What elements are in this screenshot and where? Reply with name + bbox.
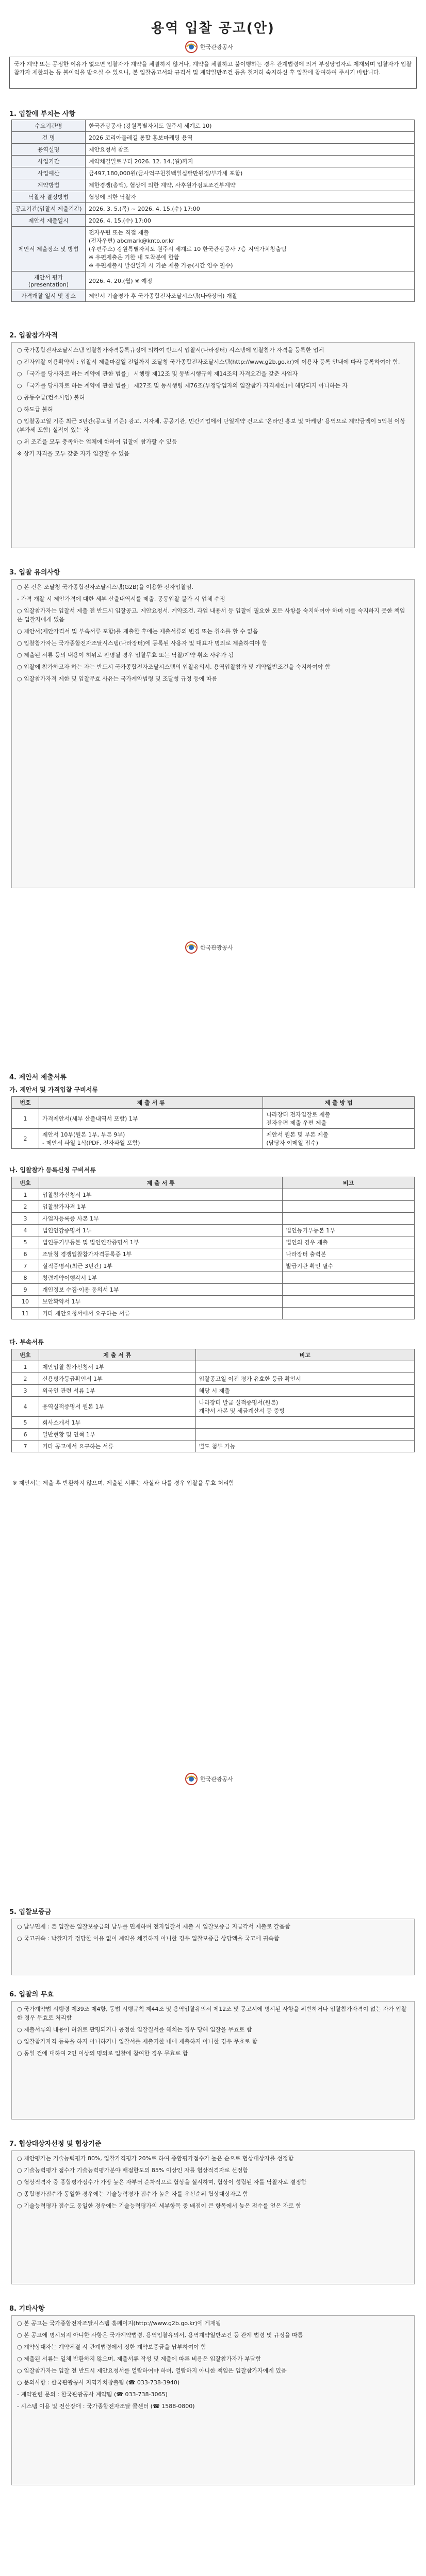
table-cell: 10 bbox=[12, 1296, 39, 1308]
paragraph: - 시스템 이용 및 전산장애 : 국가종합전자조달 콜센터 (☎ 1588-0800) bbox=[17, 2403, 195, 2410]
column-header: 제 출 서 류 bbox=[39, 1177, 283, 1189]
table-cell: 발급기관 확인 필수 bbox=[283, 1260, 415, 1272]
paragraph: ○ 입찰공고일 기준 최근 3년간(공고일 기준) 광고, 지자체, 공공기관, 민간기업에서 단일계약 건으로 '온라인 홍보 및 마케팅' 용역으로 계약금액이 5억원 이상(부가세 포함) 실적이 있는 자 bbox=[17, 418, 405, 433]
table-cell: 2 bbox=[12, 1129, 39, 1149]
section-8-body bbox=[11, 2315, 415, 2485]
table-cell bbox=[283, 1272, 415, 1284]
paragraph: ○ 입찰참가자는 입찰서 제출 전 반드시 입찰공고, 제안요청서, 계약조건, 과업 내용서 등 입찰에 필요한 모든 사항을 숙지하여야 하며 이를 숙지하지 못한 책임은 입찰자에게 있음 bbox=[17, 607, 405, 623]
summary-value: 2026. 3. 5.(목) ~ 2026. 4. 15.(수) 17:00 bbox=[86, 203, 415, 215]
summary-value: 전자우편 또는 직접 제출 (전자우편) abcmark@knto.or.kr (우편주소) 강원특별자치도 원주시 세계로 10 한국관광공사 7층 지역가치창출팀 ※ 우편제출은 기한 내 도착분에 한함 ※ 우편제출시 발신일자 시 기준 제출 가능(시간 엄수 필수) bbox=[86, 227, 415, 272]
summary-label: 사업예산 bbox=[12, 167, 86, 179]
table-cell: 일반현황 및 연혁 1부 bbox=[39, 1429, 196, 1440]
summary-label: 계약방법 bbox=[12, 179, 86, 191]
paragraph: ○ 납부면제 : 본 입찰은 입찰보증금의 납부를 면제하며 전자입찰서 제출 시 입찰보증금 지급각서 제출로 갈음함 bbox=[17, 1923, 290, 1930]
table-row bbox=[12, 1213, 415, 1225]
paragraph: ○ 「국가를 당사자로 하는 계약에 관한 법률」 시행령 제12조 및 동법시행규칙 제14조의 자격요건을 갖춘 사업자 bbox=[17, 370, 298, 377]
table-cell bbox=[283, 1189, 415, 1201]
table-row bbox=[12, 1308, 415, 1319]
paragraph: ○ 협상적격자 중 종합평가점수가 가장 높은 자부터 순차적으로 협상을 실시하며, 협상이 성립된 자를 낙찰자로 결정함 bbox=[17, 2179, 307, 2185]
paragraph: ○ 계약상대자는 계약체결 시 관계법령에서 정한 계약보증금을 납부하여야 함 bbox=[17, 2344, 206, 2350]
table-cell: 1 bbox=[12, 1189, 39, 1201]
table-cell: 법인의 경우 제출 bbox=[283, 1236, 415, 1248]
agency-logo-icon bbox=[185, 1772, 198, 1786]
summary-row bbox=[12, 167, 415, 179]
paragraph: ○ 입찰참가자는 입찰 전 반드시 제안요청서를 열람하여야 하며, 열람하지 아니한 책임은 입찰참가자에게 있음 bbox=[17, 2367, 287, 2374]
summary-row bbox=[12, 227, 415, 272]
table-row bbox=[12, 1236, 415, 1248]
table-cell: 법인등기부등본 및 법인인감증명서 1부 bbox=[39, 1236, 283, 1248]
table-row bbox=[12, 1373, 415, 1385]
summary-value: 제안요청서 참조 bbox=[86, 144, 415, 156]
summary-row bbox=[12, 156, 415, 167]
table-cell: 입찰참가신청서 1부 bbox=[39, 1189, 283, 1201]
table-row bbox=[12, 1189, 415, 1201]
table-cell bbox=[283, 1308, 415, 1319]
section-heading-1: 1. 입찰에 부치는 사항 bbox=[9, 110, 76, 118]
column-header: 제 출 방 법 bbox=[263, 1097, 415, 1109]
agency-logo-icon bbox=[185, 941, 198, 954]
section-3-body bbox=[11, 579, 415, 888]
summary-row bbox=[12, 272, 415, 290]
table-row bbox=[12, 1129, 415, 1149]
table-cell: 외국인 관련 서류 1부 bbox=[39, 1385, 196, 1397]
table-cell: 제안입찰 참가신청서 1부 bbox=[39, 1361, 196, 1373]
column-header: 번호 bbox=[12, 1349, 39, 1361]
section-heading-3: 3. 입찰 유의사항 bbox=[9, 569, 60, 577]
table-cell bbox=[283, 1213, 415, 1225]
summary-value: 2026. 4. 15.(수) 17:00 bbox=[86, 215, 415, 227]
submission-table-a bbox=[11, 1096, 415, 1149]
summary-label: 제안서 제출일시 bbox=[12, 215, 86, 227]
summary-label: 공고기간(입찰서 제출기간) bbox=[12, 203, 86, 215]
table-cell: 7 bbox=[12, 1440, 39, 1452]
table-cell: 4 bbox=[12, 1397, 39, 1417]
table-cell: 법인등기부등본 1부 bbox=[283, 1225, 415, 1236]
paragraph: ○ 공동수급(컨소시엄) 불허 bbox=[17, 394, 85, 401]
table-cell: 7 bbox=[12, 1260, 39, 1272]
paragraph: ○ 국가계약법 시행령 제39조 제4항, 동법 시행규칙 제44조 및 용역입찰유의서 제12조 및 공고서에 명시된 사항을 위반하거나 입찰참가자격이 없는 자가 입찰한 경우 무효로 처리함 bbox=[17, 2006, 407, 2021]
agency-emblem-name: 한국관광공사 bbox=[200, 1776, 233, 1783]
summary-row bbox=[12, 144, 415, 156]
section-heading-8: 8. 기타사항 bbox=[9, 2305, 45, 2313]
paragraph: ○ 제출된 서류는 일체 반환하지 않으며, 제출서류 작성 및 제출에 따른 비용은 입찰참가자가 부담함 bbox=[17, 2355, 261, 2362]
table-cell: 별도 첨부 가능 bbox=[195, 1440, 414, 1452]
table-cell: 4 bbox=[12, 1225, 39, 1236]
table-cell: 사업자등록증 사본 1부 bbox=[39, 1213, 283, 1225]
column-header: 번호 bbox=[12, 1177, 39, 1189]
summary-label: 수요기관명 bbox=[12, 120, 86, 132]
section-heading-6: 6. 입찰의 무효 bbox=[9, 1991, 54, 1998]
paragraph: ○ 기술능력평가 점수가 기술능력평가분야 배점한도의 85% 이상인 자를 협상적격자로 선정함 bbox=[17, 2167, 249, 2174]
section-6-body bbox=[11, 2001, 415, 2120]
table-cell: 6 bbox=[12, 1429, 39, 1440]
table-cell: 3 bbox=[12, 1213, 39, 1225]
paragraph: ○ 문의사항 : 한국관광공사 지역가치창출팀 (☎ 033-738-3940) bbox=[17, 2379, 180, 2386]
section-5-body bbox=[11, 1919, 415, 1975]
section-4-note: ※ 제안서는 제출 후 반환하지 않으며, 제출된 서류는 사실과 다를 경우 입찰을 무효 처리함 bbox=[12, 1480, 235, 1486]
section-2-body bbox=[11, 342, 415, 548]
summary-row bbox=[12, 132, 415, 144]
table-cell: 3 bbox=[12, 1385, 39, 1397]
table-row bbox=[12, 1201, 415, 1213]
paragraph: ○ 「국가를 당사자로 하는 계약에 관한 법률」 제27조 및 동시행령 제76조(부정당업자의 입찰참가 자격제한)에 해당되지 아니하는 자 bbox=[17, 382, 348, 389]
subheading-4b: 나. 입찰참가 등록신청 구비서류 bbox=[9, 1166, 96, 1174]
table-row bbox=[12, 1397, 415, 1417]
table-row bbox=[12, 1225, 415, 1236]
summary-row bbox=[12, 203, 415, 215]
table-cell: 제안서 원본 및 부본 제출 (담당자 이메일 접수) bbox=[263, 1129, 415, 1149]
paragraph: ○ 하도급 불허 bbox=[17, 406, 53, 413]
paragraph: ○ 국가종합전자조달시스템 입찰참가자격등록규정에 의하여 반드시 입찰서(나라장터) 시스템에 입찰참가 자격을 등록한 업체 bbox=[17, 347, 324, 353]
paragraph: ○ 기술능력평가 점수도 동일한 경우에는 기술능력평가의 세부항목 중 배점이 큰 항목에서 높은 점수를 얻은 자로 함 bbox=[17, 2202, 301, 2209]
summary-value: 금497,180,000원(금사억구천칠백일십팔만원정/부가세 포함) bbox=[86, 167, 415, 179]
table-cell: 11 bbox=[12, 1308, 39, 1319]
table-cell: 2 bbox=[12, 1201, 39, 1213]
summary-value: 2026 코리아둘레길 통합 홍보마케팅 용역 bbox=[86, 132, 415, 144]
column-header: 번호 bbox=[12, 1097, 39, 1109]
table-cell bbox=[195, 1361, 414, 1373]
table-cell: 개인정보 수집·이용 동의서 1부 bbox=[39, 1284, 283, 1296]
paragraph: ○ 제안평가는 기술능력평가 80%, 입찰가격평가 20%로 하여 종합평가점수가 높은 순으로 협상대상자를 선정함 bbox=[17, 2155, 294, 2162]
table-cell: 기타 제안요청서에서 요구하는 서류 bbox=[39, 1308, 283, 1319]
table-row bbox=[12, 1361, 415, 1373]
document-title: 용역 입찰 공고(안) bbox=[151, 21, 275, 36]
table-cell: 조달청 경쟁입찰참가자격등록증 1부 bbox=[39, 1248, 283, 1260]
agency-emblem-2 bbox=[185, 941, 241, 977]
submission-table-b bbox=[11, 1177, 415, 1319]
paragraph: ○ 국고귀속 : 낙찰자가 정당한 이유 없이 계약을 체결하지 아니한 경우 입찰보증금 상당액을 국고에 귀속함 bbox=[17, 1935, 280, 1942]
section-7-body bbox=[11, 2150, 415, 2284]
section-heading-4: 4. 제안서 제출서류 bbox=[9, 1074, 67, 1081]
table-cell: 1 bbox=[12, 1109, 39, 1129]
summary-label: 건 명 bbox=[12, 132, 86, 144]
summary-label: 낙찰자 결정방법 bbox=[12, 191, 86, 203]
intro-notice: 국가 계약 또는 공정한 이유가 없으면 입찰자가 계약을 체결하지 않거나, 계약을 체결하고 불이행하는 경우 관계법령에 의거 부정당업자로 제재되며 입찰자가 입찰참가자 제한되는 등 불이익을 받으실 수 있으니, 본 입찰공고서와 규격서 및 계약일반조건 등을 철저히 숙지하신 후 입찰에 참여하여 주시기 바랍니다. bbox=[9, 57, 417, 89]
table-cell: 6 bbox=[12, 1248, 39, 1260]
summary-row bbox=[12, 215, 415, 227]
paragraph: ○ 제출된 서류 등의 내용이 허위로 판명될 경우 입찰무효 또는 낙찰/계약 취소 사유가 됨 bbox=[17, 652, 234, 658]
table-row bbox=[12, 1440, 415, 1452]
table-cell: 나라장터 전자입찰로 제출 전자우편 제출 우편 제출 bbox=[263, 1109, 415, 1129]
table-cell: 신용평가등급확인서 1부 bbox=[39, 1373, 196, 1385]
paragraph: ○ 전자입찰 이용확약서 : 입찰서 제출마감일 전일까지 조달청 국가종합전자조달시스템(http://www.g2b.go.kr)에 이용자 등록 안내에 따라 등록하여야 함. bbox=[17, 359, 400, 365]
paragraph: ○ 입찰에 참가하고자 하는 자는 반드시 국가종합전자조달시스템의 입찰유의서, 용역입찰참가 및 계약일반조건을 숙지하여야 함 bbox=[17, 664, 331, 670]
summary-value: 협상에 의한 낙찰자 bbox=[86, 191, 415, 203]
paragraph: ○ 본 공고는 국가종합전자조달시스템 홈페이지(http://www.g2b.go.kr)에 게재됨 bbox=[17, 2320, 221, 2327]
table-cell: 법인인감증명서 1부 bbox=[39, 1225, 283, 1236]
subheading-4a: 가. 제안서 및 가격입찰 구비서류 bbox=[9, 1086, 98, 1093]
table-cell: 보안확약서 1부 bbox=[39, 1296, 283, 1308]
table-cell: 제안서 10부(원본 1부, 부본 9부) - 제안서 파일 1식(PDF, 전자파일 포함) bbox=[39, 1129, 263, 1149]
summary-label: 가격개찰 일시 및 장소 bbox=[12, 290, 86, 302]
table-cell: 나라장터 출력본 bbox=[283, 1248, 415, 1260]
table-cell: 청렴계약이행각서 1부 bbox=[39, 1272, 283, 1284]
table-cell: 기타 공고에서 요구하는 서류 bbox=[39, 1440, 196, 1452]
paragraph: ○ 위 조건을 모두 충족하는 업체에 한하여 입찰에 참가할 수 있음 bbox=[17, 438, 177, 445]
table-cell: 해당 시 제출 bbox=[195, 1385, 414, 1397]
table-cell: 8 bbox=[12, 1272, 39, 1284]
table-row bbox=[12, 1429, 415, 1440]
table-cell: 회사소개서 1부 bbox=[39, 1417, 196, 1429]
column-header: 비고 bbox=[195, 1349, 414, 1361]
table-cell bbox=[195, 1429, 414, 1440]
paragraph: ○ 본 건은 조달청 국가종합전자조달시스템(G2B)을 이용한 전자입찰임. bbox=[17, 584, 193, 590]
summary-row bbox=[12, 191, 415, 203]
summary-row bbox=[12, 179, 415, 191]
table-row bbox=[12, 1284, 415, 1296]
paragraph: ○ 입찰참가자격 등록을 하지 아니하거나 입찰서를 제출기한 내에 제출하지 아니한 경우 무효로 함 bbox=[17, 2038, 257, 2045]
table-cell bbox=[195, 1417, 414, 1429]
table-cell: 2 bbox=[12, 1373, 39, 1385]
submission-table-c bbox=[11, 1349, 415, 1452]
table-cell: 실적증명서(최근 3년간) 1부 bbox=[39, 1260, 283, 1272]
table-cell: 나라장터 발급 실적증명서(원본) 계약서 사본 및 세금계산서 등 증빙 bbox=[195, 1397, 414, 1417]
bid-summary-table bbox=[11, 120, 415, 302]
table-cell: 1 bbox=[12, 1361, 39, 1373]
summary-value: 계약체결일로부터 2026. 12. 14.(월)까지 bbox=[86, 156, 415, 167]
table-row bbox=[12, 1260, 415, 1272]
table-cell bbox=[283, 1201, 415, 1213]
table-row bbox=[12, 1272, 415, 1284]
paragraph: - 계약관련 문의 : 한국관광공사 계약팀 (☎ 033-738-3065) bbox=[17, 2391, 168, 2398]
agency-logo-icon bbox=[185, 40, 198, 54]
table-cell: 5 bbox=[12, 1236, 39, 1248]
paragraph: ※ 상기 자격을 모두 갖춘 자가 입찰할 수 있음 bbox=[17, 450, 129, 457]
summary-label: 제안서 평가(presentation) bbox=[12, 272, 86, 290]
summary-row bbox=[12, 290, 415, 302]
paragraph: ○ 제출서류의 내용이 허위로 판명되거나 공정한 입찰질서를 해치는 경우 당해 입찰을 무효로 함 bbox=[17, 2026, 252, 2033]
section-heading-7: 7. 협상대상자선정 및 협상기준 bbox=[9, 2140, 102, 2148]
summary-value: 2026. 4. 20.(월) ※ 예정 bbox=[86, 272, 415, 290]
column-header: 비고 bbox=[283, 1177, 415, 1189]
section-heading-2: 2. 입찰참가자격 bbox=[9, 332, 58, 340]
paragraph: ○ 제안서(제안가격서 및 부속서류 포함)를 제출한 후에는 제출서류의 변경 또는 취소를 할 수 없음 bbox=[17, 628, 258, 635]
table-cell: 용역실적증명서 원본 1부 bbox=[39, 1397, 196, 1417]
column-header: 제 출 서 류 bbox=[39, 1097, 263, 1109]
paragraph: ○ 종합평가점수가 동일한 경우에는 기술능력평가 점수가 높은 자를 우선순위 협상대상자로 함 bbox=[17, 2191, 249, 2197]
paragraph: ○ 본 공고에 명시되지 아니한 사항은 국가계약법령, 용역입찰유의서, 용역계약일반조건 등 관계 법령 및 규정을 따름 bbox=[17, 2332, 303, 2338]
agency-emblem-3 bbox=[185, 1772, 241, 1808]
paragraph: ○ 입찰참가자는 국가종합전자조달시스템(나라장터)에 등록된 사용자 및 대표자 명의로 제출하여야 함 bbox=[17, 640, 268, 647]
subheading-4c: 다. 부속서류 bbox=[9, 1338, 44, 1346]
summary-label: 사업기간 bbox=[12, 156, 86, 167]
paragraph: ○ 입찰참가자격 제한 및 입찰무효 사유는 국가계약법령 및 조달청 규정 등에 따름 bbox=[17, 675, 218, 682]
table-cell bbox=[283, 1284, 415, 1296]
summary-value: 제한경쟁(총액), 협상에 의한 계약, 사후원가검토조건부계약 bbox=[86, 179, 415, 191]
table-cell: 5 bbox=[12, 1417, 39, 1429]
summary-value: 제안서 기술평가 후 국가종합전자조달시스템(나라장터) 개찰 bbox=[86, 290, 415, 302]
paragraph: - 가격 개찰 시 제안가격에 대한 세부 산출내역서를 제출, 공동입찰 불가 시 업체 수정 bbox=[17, 596, 225, 602]
agency-emblem-name: 한국관광공사 bbox=[200, 44, 233, 50]
summary-label: 제안서 제출장소 및 방법 bbox=[12, 227, 86, 272]
table-row bbox=[12, 1417, 415, 1429]
column-header: 제 출 서 류 bbox=[39, 1349, 196, 1361]
summary-label: 용역설명 bbox=[12, 144, 86, 156]
table-row bbox=[12, 1385, 415, 1397]
paragraph: ○ 동일 건에 대하여 2인 이상의 명의로 입찰에 참여한 경우 무효로 함 bbox=[17, 2050, 188, 2057]
table-cell: 입찰참가자격 1부 bbox=[39, 1201, 283, 1213]
summary-value: 한국관광공사 (강원특별자치도 원주시 세계로 10) bbox=[86, 120, 415, 132]
table-cell: 9 bbox=[12, 1284, 39, 1296]
table-row bbox=[12, 1109, 415, 1129]
agency-emblem-name: 한국관광공사 bbox=[200, 944, 233, 951]
table-row bbox=[12, 1296, 415, 1308]
section-heading-5: 5. 입찰보증금 bbox=[9, 1908, 52, 1916]
table-cell bbox=[283, 1296, 415, 1308]
table-cell: 입찰공고일 이전 평가 유효한 등급 확인서 bbox=[195, 1373, 414, 1385]
summary-row bbox=[12, 120, 415, 132]
table-row bbox=[12, 1248, 415, 1260]
table-cell: 가격제안서(세부 산출내역서 포함) 1부 bbox=[39, 1109, 263, 1129]
